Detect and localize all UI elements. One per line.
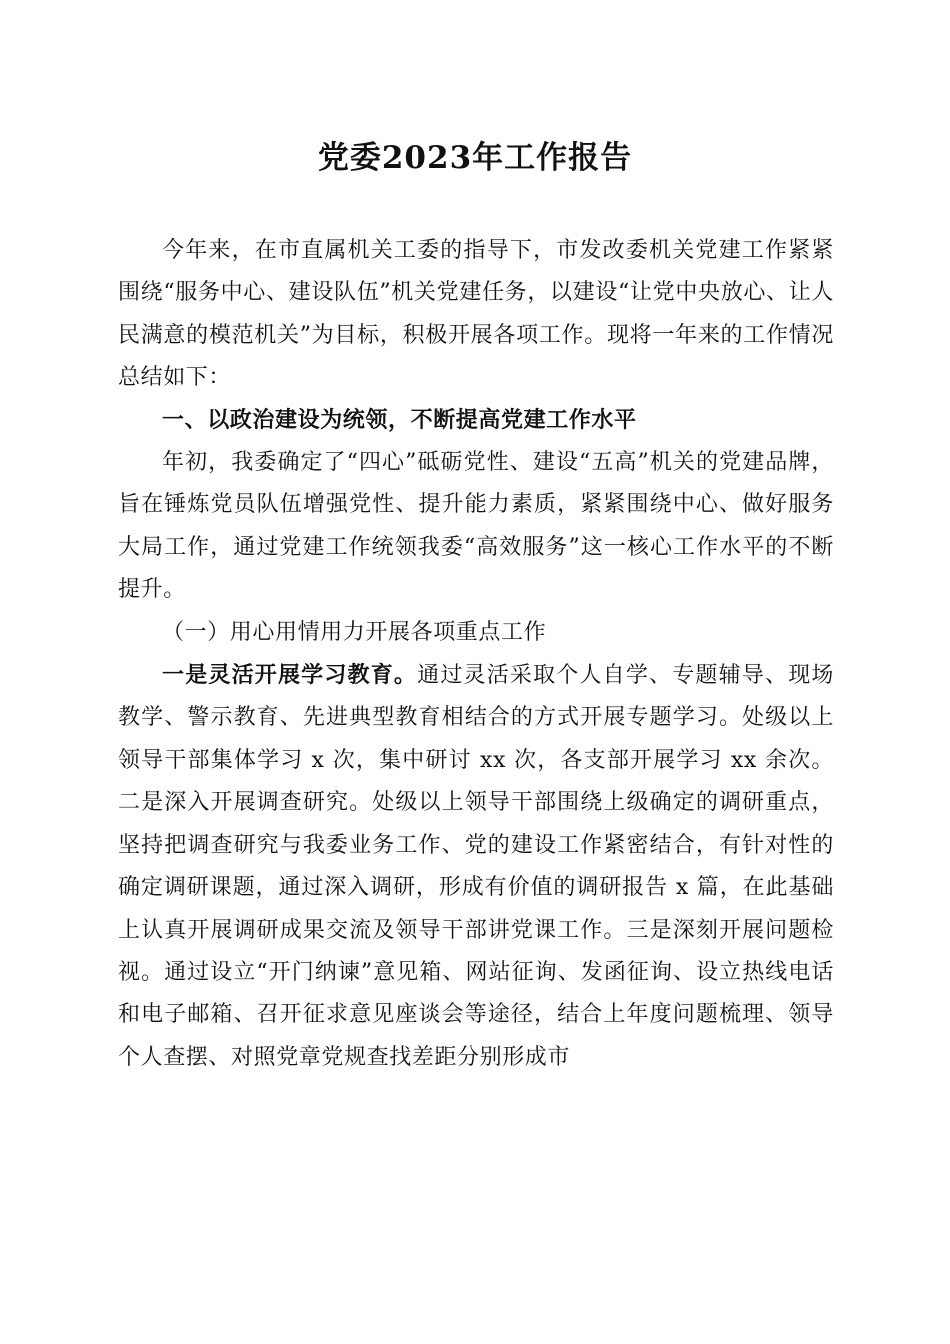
subsection-1-lead: 一是灵活开展学习教育。 xyxy=(162,662,418,689)
document-title: 党委2023年工作报告 xyxy=(317,140,633,176)
subsection-1-text: 通过灵活采取个人自学、专题辅导、现场教学、警示教育、先进典型教育相结合的方式开展专题学习。处级以上领导干部集体学习 x 次，集中研讨 xx 次，各支部开展学习 xx 余次。二是深入开展调查研究。处级以上领导干部围绕上级确定的调研重点，坚持把调查研究与我委业务工作、党的建设工作紧密结合，有针对性的确定调研课题，通过深入调研，形成有价值的调研报告 x 篇，在此基础上认真开展调研成果交流及领导干部讲党课工作。三是深刻开展问题检视。通过设立“开门纳谏”意见箱、网站征询、发函征询、设立热线电话和电子邮箱、召开征求意见座谈会等途径，结合上年度问题梳理、领导个人查摆、对照党章党规查找差距分别形成市 xyxy=(118,663,834,1070)
subsection-1-paragraph xyxy=(118,654,834,1079)
section-1-paragraph: 年初，我委确定了“四心”砥砺党性、建设“五高”机关的党建品牌，旨在锤炼党员队伍增强党性、提升能力素质，紧紧围绕中心、做好服务大局工作，通过党建工作统领我委“高效服务”这一核心工作水平的不断提升。 xyxy=(118,450,834,603)
subsection-1-heading: （一）用心用情用力开展各项重点工作 xyxy=(162,619,547,645)
intro-paragraph: 今年来，在市直属机关工委的指导下，市发改委机关党建工作紧紧围绕“服务中心、建设队伍”机关党建任务，以建设“让党中央放心、让人民满意的模范机关”为目标，积极开展各项工作。现将一年来的工作情况总结如下： xyxy=(118,238,834,391)
section-1-heading: 一、以政治建设为统领，不断提高党建工作水平 xyxy=(162,407,637,433)
document-body xyxy=(118,230,834,1079)
